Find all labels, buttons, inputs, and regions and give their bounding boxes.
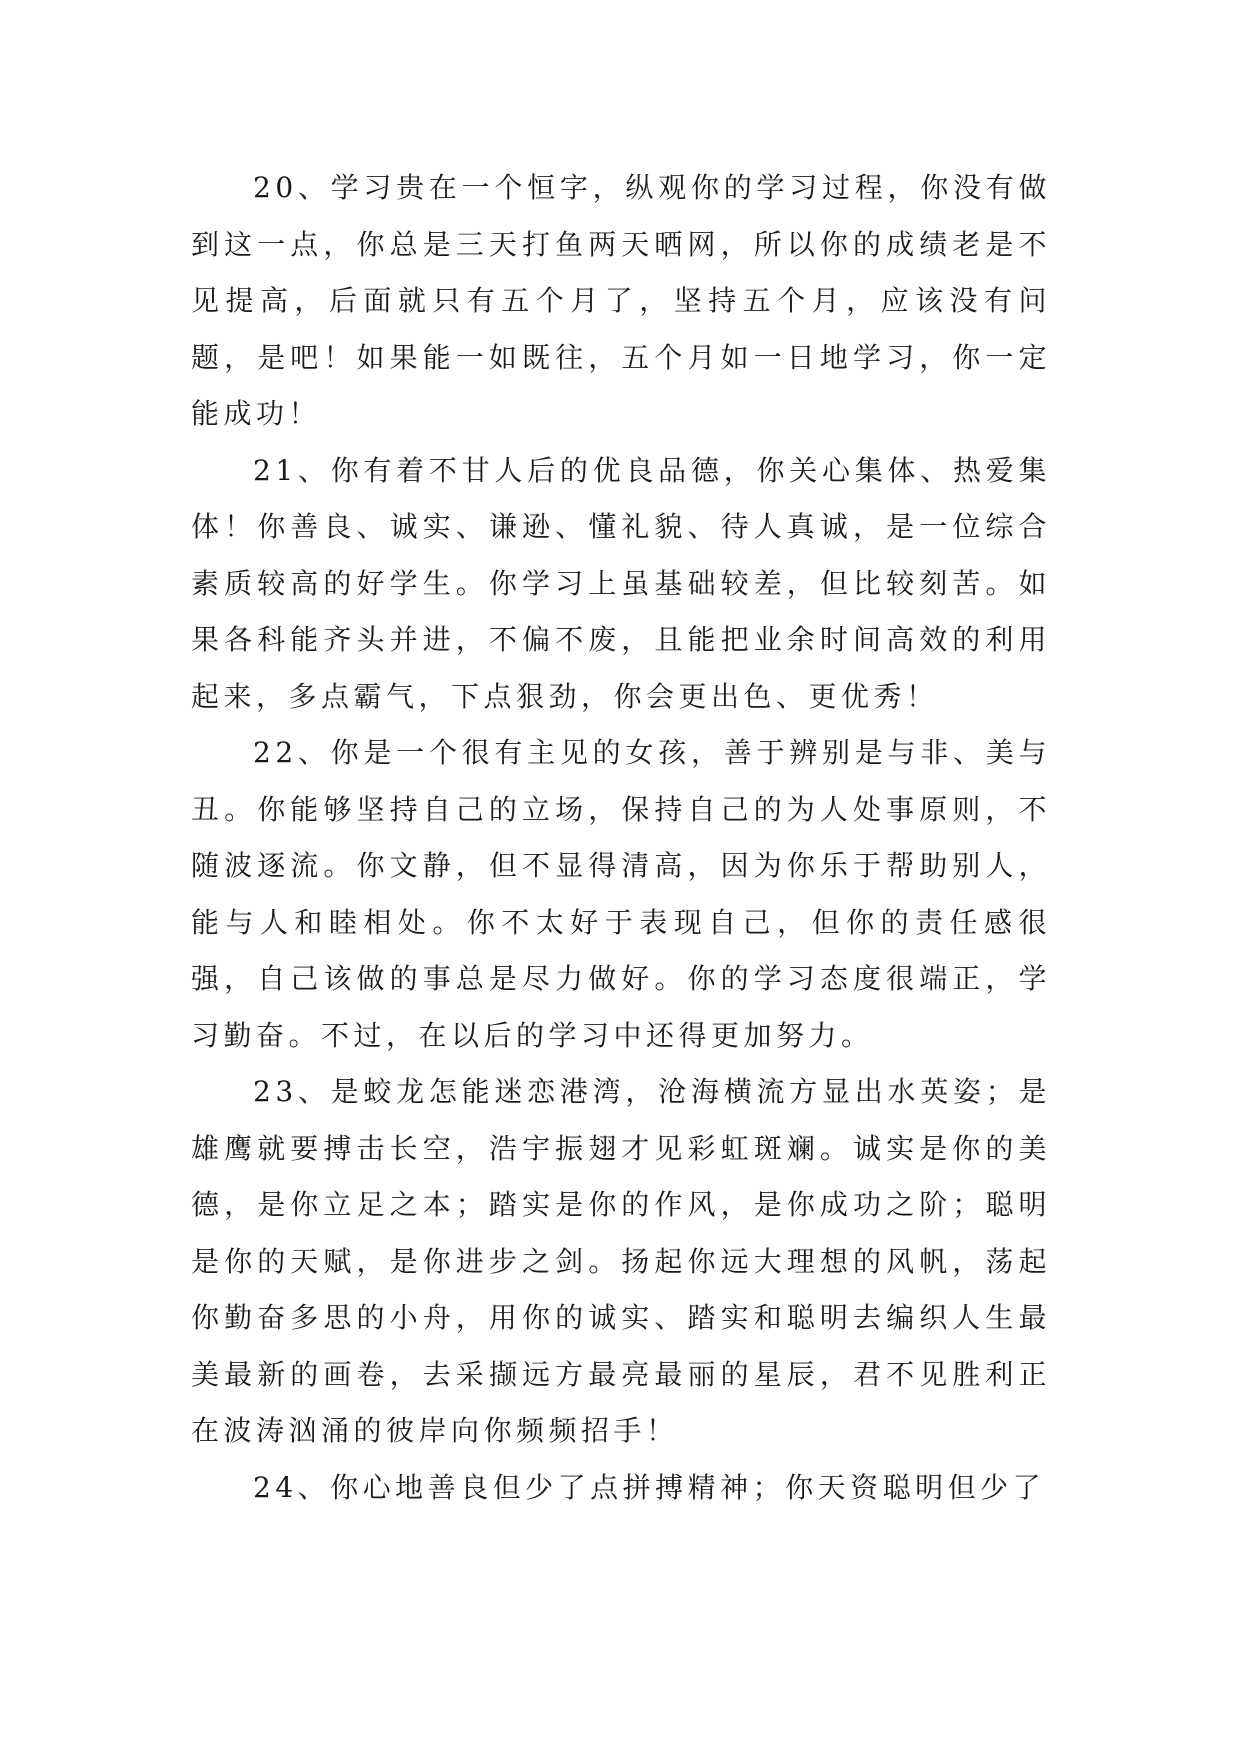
paragraph-24: 24、你心地善良但少了点拼搏精神；你天资聪明但少了 (253, 1470, 1046, 1504)
paragraph-22: 22、你是一个很有主见的女孩，善于辨别是与非、美与丑。你能够坚持自己的立场，保持自己的为人处事原则，不随波逐流。你文静，但不显得清高，因为你乐于帮助别人，能与人和睦相处。你不太好于表现自己，但你的责任感很强，自己该做的事总是尽力做好。你的学习态度很端正，学习勤奋。不过，在以后的学习中还得更加努力。 (191, 736, 1051, 1052)
paragraph-20: 20、学习贵在一个恒字，纵观你的学习过程，你没有做到这一点，你总是三天打鱼两天晒网，所以你的成绩老是不见提高，后面就只有五个月了，坚持五个月，应该没有问题，是吧！如果能一如既往，五个月如一日地学习，你一定能成功！ (191, 171, 1051, 430)
paragraph-23: 23、是蛟龙怎能迷恋港湾，沧海横流方显出水英姿；是雄鹰就要搏击长空，浩宇振翅才见彩虹斑斓。诚实是你的美德，是你立足之本；踏实是你的作风，是你成功之阶；聪明是你的天赋，是你进步之剑。扬起你远大理想的风帆，荡起你勤奋多思的小舟，用你的诚实、踏实和聪明去编织人生最美最新的画卷，去采撷远方最亮最丽的星辰，君不见胜利正在波涛汹涌的彼岸向你频频招手！ (191, 1075, 1051, 1447)
paragraph-21: 21、你有着不甘人后的优良品德，你关心集体、热爱集体！你善良、诚实、谦逊、懂礼貌、待人真诚，是一位综合素质较高的好学生。你学习上虽基础较差，但比较刻苦。如果各科能齐头并进，不偏不废，且能把业余时间高效的利用起来，多点霸气，下点狠劲，你会更出色、更优秀！ (191, 453, 1051, 713)
document-body (191, 160, 1051, 1516)
